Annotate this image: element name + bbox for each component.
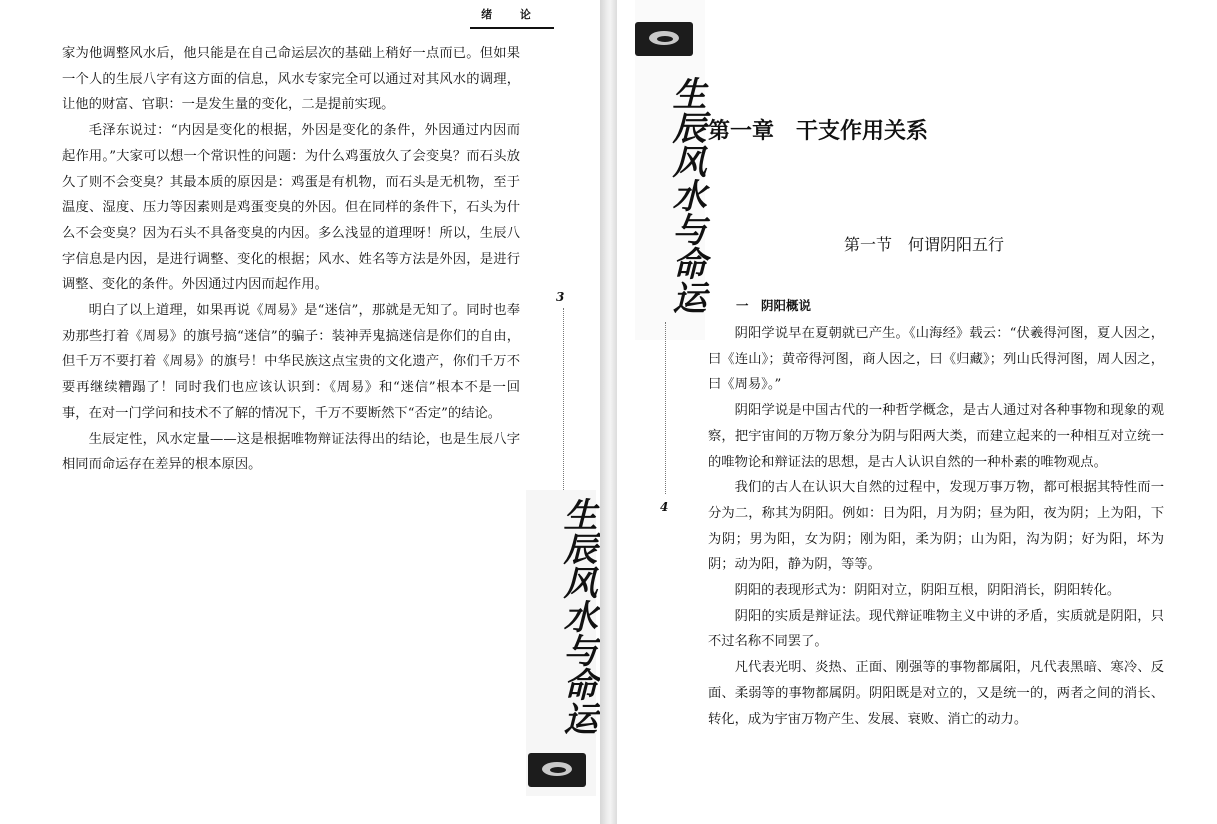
paragraph: 凡代表光明、炎热、正面、刚强等的事物都属阳，凡代表黑暗、寒冷、反面、柔弱等的事物都属阴。阴阳既是对立的，又是统一的，两者之间的消长、转化，成为宇宙万物产生、发展、衰败、消亡的动力。 bbox=[708, 660, 1164, 727]
paragraph: 阴阳学说是中国古代的一种哲学概念，是古人通过对各种事物和现象的观察，把宇宙间的万物万象分为阴与阳两大类，而建立起来的一种相互对立统一的唯物论和辩证法的思想，是古人认识自然的一种朴素的唯物观点。 bbox=[708, 403, 1164, 470]
running-head: 绪 论 bbox=[481, 8, 543, 21]
running-head-rule bbox=[470, 27, 554, 29]
book-gutter bbox=[600, 0, 617, 824]
boat-emblem-icon bbox=[528, 753, 586, 787]
paragraph: 阴阳的表现形式为：阴阳对立，阴阳互根，阴阳消长，阴阳转化。 bbox=[734, 583, 1121, 599]
paragraph: 我们的古人在认识大自然的过程中，发现万事万物，都可根据其特性而一分为二，称其为阴阳。例如：日为阳，月为阴；昼为阳，夜为阴；上为阳，下为阴；男为阳，女为阴；刚为阳，柔为阴；山为阳，沟为阴；好为阳，坏为阴；动为阳，静为阴，等等。 bbox=[708, 480, 1164, 573]
section-title: 第一节 何谓阴阳五行 bbox=[844, 235, 1005, 254]
left-calligraphy-strip bbox=[526, 490, 596, 796]
right-body-text bbox=[708, 321, 1164, 732]
paragraph: 家为他调整风水后，他只能是在自己命运层次的基础上稍好一点而已。但如果一个人的生辰八字有这方面的信息，风水专家完全可以通过对其风水的调理，让他的财富、官职：一是发生量的变化，二是提前实现。 bbox=[62, 46, 520, 113]
paragraph: 生辰定性，风水定量——这是根据唯物辩证法得出的结论，也是生辰八字相同而命运存在差异的根本原因。 bbox=[62, 431, 520, 473]
paragraph: 阴阳的实质是辩证法。现代辩证唯物主义中讲的矛盾，实质就是阴阳，只不过名称不同罢了。 bbox=[708, 608, 1164, 650]
dotted-divider bbox=[563, 308, 564, 494]
boat-emblem-icon bbox=[635, 22, 693, 56]
chapter-title: 第一章 干支作用关系 bbox=[708, 118, 929, 144]
side-calligraphy-title: 生辰风水与命运 bbox=[666, 76, 706, 314]
side-calligraphy-title: 生辰风水与命运 bbox=[557, 497, 597, 735]
paragraph: 阴阳学说早在夏朝就已产生。《山海经》载云：“伏羲得河图，夏人因之，曰《连山》；黄帝得河图，商人因之，曰《归藏》；列山氏得河图，周人因之，曰《周易》。” bbox=[708, 326, 1164, 393]
paragraph: 明白了以上道理，如果再说《周易》是“迷信”，那就是无知了。同时也奉劝那些打着《周易》的旗号搞“迷信”的骗子：装神弄鬼搞迷信是你们的自由，但千万不要打着《周易》的旗号！中华民族这点宝贵的文化遗产，你们千万不要再继续糟蹋了！同时我们也应该认识到：《周易》和“迷信”根本不是一回事，在对一门学问和技术不了解的情况下，千万不要断然下“否定”的结论。 bbox=[62, 303, 520, 421]
subsection-heading: 一 阴阳概说 bbox=[736, 298, 812, 313]
paragraph: 毛泽东说过：“内因是变化的根据，外因是变化的条件，外因通过内因而起作用。”大家可以想一个常识性的问题：为什么鸡蛋放久了会变臭？而石头放久了则不会变臭？其最本质的原因是：鸡蛋是有机物，而石头是无机物，至于温度、湿度、压力等因素则是鸡蛋变臭的外因。但在同样的条件下，石头为什么不会变臭？因为石头不具备变臭的内因。多么浅显的道理呀！所以，生辰八字信息是内因，是进行调整、变化的根据；风水、姓名等方法是外因，是进行调整、变化的条件。外因通过内因而起作用。 bbox=[62, 123, 520, 293]
page-number-3: 3 bbox=[556, 290, 565, 304]
left-body-text bbox=[62, 41, 520, 478]
page-number-4: 4 bbox=[660, 500, 669, 514]
dotted-divider bbox=[665, 322, 666, 494]
